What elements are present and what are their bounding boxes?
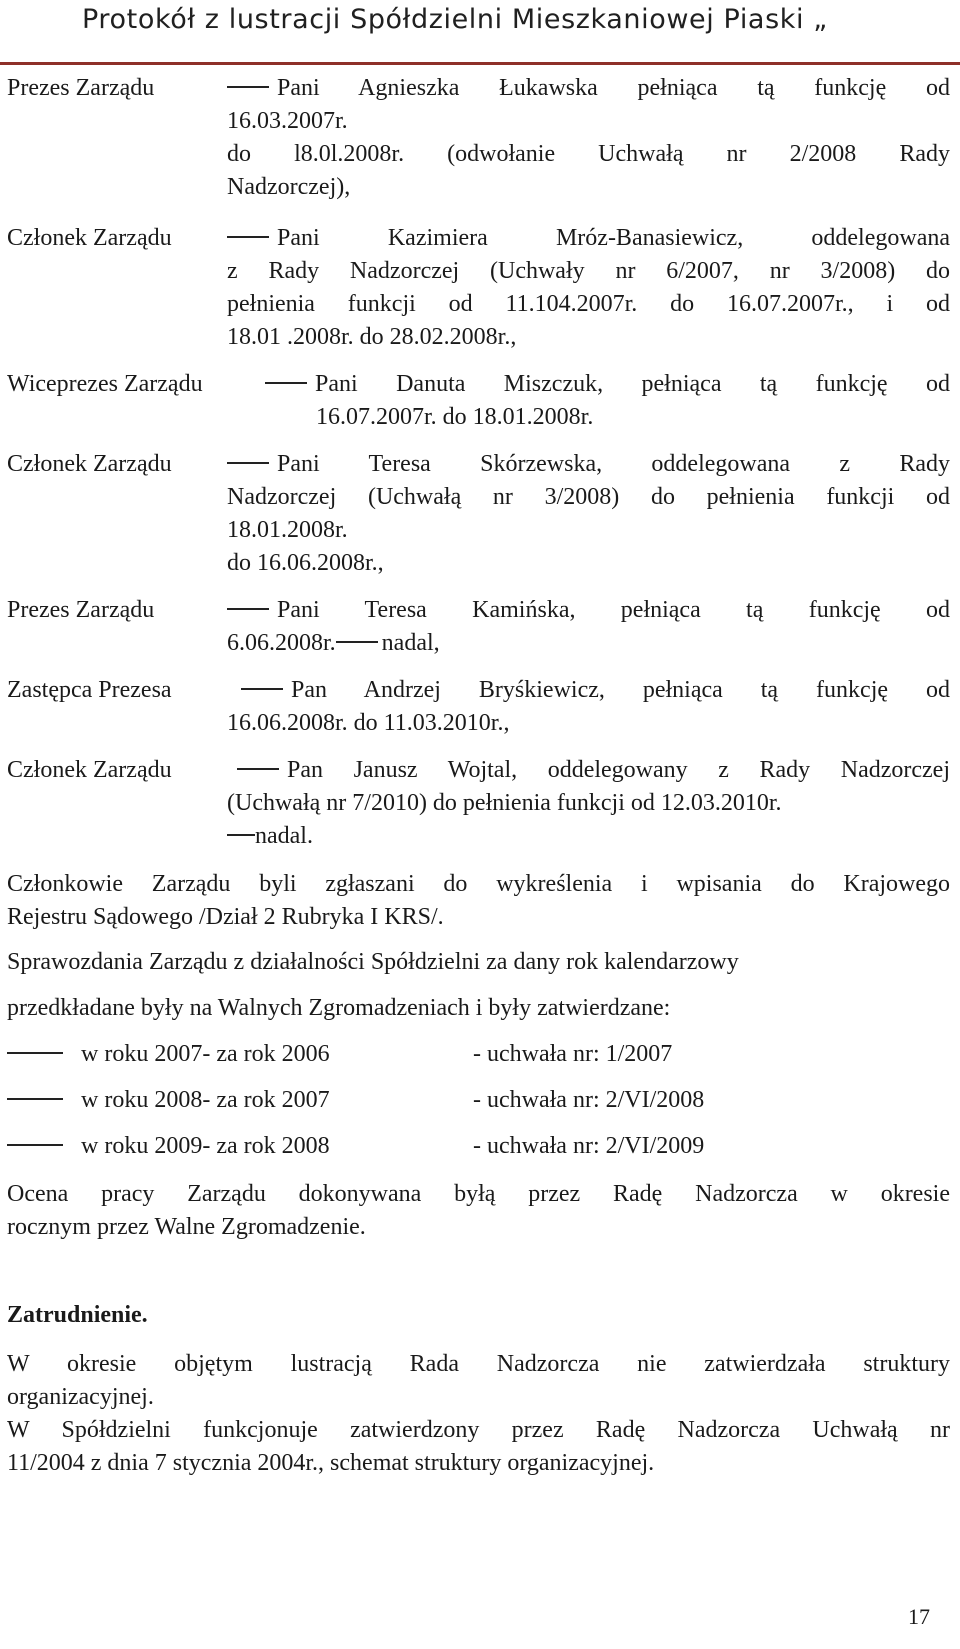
paragraph-structure-approved: W Spółdzielni funkcjonuje zatwierdzony przez Radę Nadzorcza Uchwałą nr 11/2004 z dnia 7 stycznia 2004r., schemat struktury organizacyjnej.: [7, 1417, 950, 1476]
role-description-continued: 16.07.2007r. do 18.01.2008r.: [316, 404, 594, 430]
dash-mark: [227, 86, 269, 88]
board-entry: [0, 594, 960, 664]
paragraph-evaluation: Ocena pracy Zarządu dokonywana byłą przez Radę Nadzorcza w okresie rocznym przez Walne Zgromadzenie.: [7, 1181, 950, 1240]
dash-mark: [237, 768, 279, 770]
role-description: Pan Andrzej Bryśkiewicz, pełniąca tą funkcję od 16.06.2008r. do 11.03.2010r.,: [227, 677, 950, 736]
approval-item: w roku 2008- za rok 2007 - uchwała nr: 2/VI/2008: [7, 1084, 947, 1117]
role-description: Pani Danuta Miszczuk, pełniąca tą funkcję od: [265, 368, 950, 401]
role-description: Pani Agnieszka Łukawska pełniąca tą funkcję od 16.03.2007r. do l8.0l.2008r. (odwołanie Uchwałą nr 2/2008 Rady Nadzorczej),: [227, 75, 950, 200]
role-label: Prezes Zarządu: [7, 75, 155, 101]
role-description: Pani Teresa Skórzewska, oddelegowana z Rady Nadzorczej (Uchwałą nr 3/2008) do pełnienia funkcji od 18.01.2008r. do 16.06.2008r.,: [227, 451, 950, 576]
board-entry: [0, 222, 960, 362]
board-entry: [0, 448, 960, 588]
role-label: Wiceprezes Zarządu: [7, 371, 203, 397]
page-header: [0, 0, 960, 65]
dash-mark: [227, 834, 255, 836]
board-entry: [0, 674, 960, 744]
paragraph-reports-continued: przedkładane były na Walnych Zgromadzeniach i były zatwierdzane:: [7, 995, 671, 1021]
role-label: Członek Zarządu: [7, 451, 172, 477]
approval-item: w roku 2007- za rok 2006 - uchwała nr: 1/2007: [7, 1038, 947, 1071]
role-label: Prezes Zarządu: [7, 597, 155, 623]
dash-mark: [227, 608, 269, 610]
board-entry: [0, 368, 960, 438]
page-number: 17: [908, 1604, 930, 1629]
dash-mark: [336, 641, 378, 643]
paragraph-structure: W okresie objętym lustracją Rada Nadzorcza nie zatwierdzała struktury organizacyjnej.: [7, 1351, 950, 1410]
approval-item: w roku 2009- za rok 2008 - uchwała nr: 2/VI/2009: [7, 1130, 947, 1163]
role-description: Pani Kazimiera Mróz-Banasiewicz, oddelegowana z Rady Nadzorczej (Uchwały nr 6/2007, nr 3/2008) do pełnienia funkcji od 11.104.2007r. do 16.07.2007r., i od 18.01 .2008r. do 28.02.2008r.,: [227, 225, 950, 350]
role-description: Pani Teresa Kamińska, pełniąca tą funkcję od 6.06.2008r. nadal,: [227, 597, 950, 656]
dash-mark: [227, 462, 269, 464]
role-description: Pan Janusz Wojtal, oddelegowany z Rady Nadzorczej (Uchwałą nr 7/2010) do pełnienia funkcji od 12.03.2010r. nadal.: [227, 757, 950, 849]
board-entry: [0, 754, 960, 864]
paragraph-registration: Członkowie Zarządu byli zgłaszani do wykreślenia i wpisania do Krajowego Rejestru Sądowego /Dział 2 Rubryka I KRS/.: [7, 871, 950, 930]
role-label: Członek Zarządu: [7, 225, 172, 251]
document-title: Protokół z lustracji Spółdzielni Mieszkaniowej Piaski „: [82, 4, 828, 35]
section-title: Zatrudnienie.: [7, 1302, 148, 1328]
dash-mark: [7, 1144, 63, 1146]
dash-mark: [7, 1052, 63, 1054]
role-label: Członek Zarządu: [7, 757, 172, 783]
board-entry: [0, 72, 960, 212]
dash-mark: [241, 688, 283, 690]
dash-mark: [227, 236, 269, 238]
dash-mark: [7, 1098, 63, 1100]
dash-mark: [265, 382, 307, 384]
paragraph-reports: Sprawozdania Zarządu z działalności Spółdzielni za dany rok kalendarzowy: [7, 949, 739, 975]
role-label: Zastępca Prezesa: [7, 677, 172, 703]
